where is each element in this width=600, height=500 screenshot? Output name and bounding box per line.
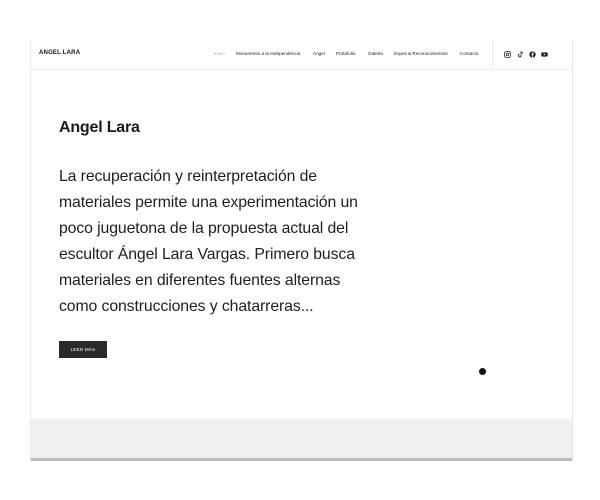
nav-item-contacto[interactable]: Contacto [460,51,479,56]
hero-title: Angel Lara [59,119,140,136]
hero-line: La recuperación y reinterpretación de [59,168,317,185]
slider-dot[interactable] [479,368,486,375]
header-divider [492,40,493,69]
nav-item-expos[interactable]: Expos & Reconocimientos [394,51,448,56]
read-more-button[interactable]: LEER MÁS [59,341,107,358]
hero-line: materiales permite una experimentación un [59,193,358,211]
nav-item-angel[interactable]: Angel [313,51,325,56]
next-section [31,419,572,461]
hero-line: poco juguetona de la propuesta actual del [59,219,349,237]
section-image-strip [31,458,572,461]
nav-item-monumento[interactable]: Monumento a la Independencia [236,51,301,56]
nav-item-portafolio[interactable]: Portafolio [336,51,356,56]
browser-page [30,40,573,461]
nav-item-galeria[interactable]: Galeria [368,51,383,56]
nav-item-inicio[interactable]: Inicio [214,51,225,56]
hero-section [31,70,572,419]
youtube-icon[interactable] [541,51,548,58]
site-header [31,40,572,70]
hero-line: escultor Ángel Lara Vargas. Primero busca [59,245,355,263]
hero-line: materiales en diferentes fuentes alternas [59,271,341,289]
site-logo[interactable]: ANGEL LARA [39,50,81,56]
facebook-icon[interactable] [529,51,536,58]
tiktok-icon[interactable] [517,51,524,58]
instagram-icon[interactable] [504,51,511,58]
hero-description [59,164,389,319]
hero-line: como construcciones y chatarreras... [59,297,314,315]
